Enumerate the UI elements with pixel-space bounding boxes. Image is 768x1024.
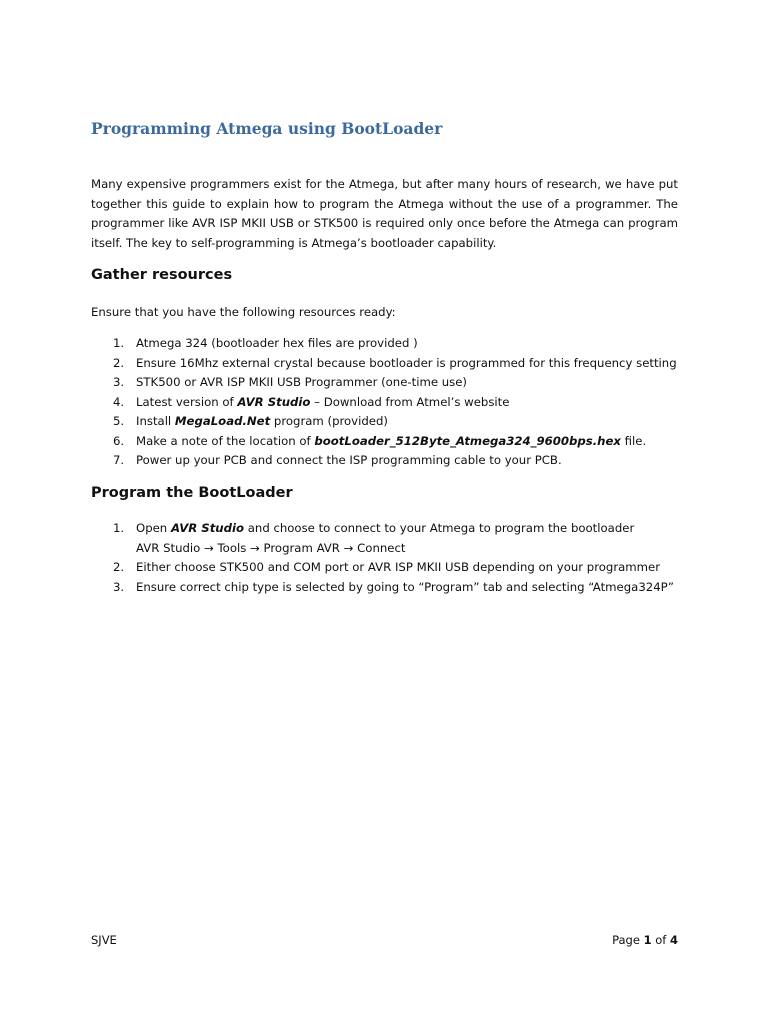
- list-text: Ensure 16Mhz external crystal because bootloader is programmed for this frequency setting: [136, 355, 677, 370]
- gather-resources-list: [113, 334, 677, 471]
- page-word: Page: [612, 933, 640, 947]
- list-number: 3.: [113, 375, 125, 389]
- list-text: and choose to connect to your Atmega to program the bootloader: [244, 521, 635, 535]
- footer-page-number: [612, 933, 678, 947]
- list-item: [113, 412, 677, 432]
- list-text: Power up your PCB and connect the ISP programming cable to your PCB.: [136, 453, 562, 467]
- list-emphasis: bootLoader_512Byte_Atmega324_9600bps.hex: [314, 433, 621, 448]
- list-number: 6.: [113, 433, 125, 448]
- list-number: 4.: [113, 394, 125, 409]
- list-emphasis: MegaLoad.Net: [174, 414, 271, 428]
- list-text: Either choose STK500 and COM port or AVR ISP MKII USB depending on your programmer: [136, 560, 661, 574]
- document-title: Programming Atmega using BootLoader: [91, 119, 443, 138]
- list-item: [113, 451, 677, 471]
- list-item: [113, 373, 677, 393]
- intro-paragraph: Many expensive programmers exist for the Atmega, but after many hours of research, we have put together this guide to explain how to program the Atmega without the use of a programmer. The programmer like AVR ISP MKII USB or STK500 is required only once before the Atmega can program itself. The key to self-programming is Atmega’s bootloader capability.: [91, 177, 678, 250]
- list-number: 5.: [113, 414, 125, 428]
- list-text: – Download from Atmel’s website: [310, 394, 510, 409]
- list-item: [113, 578, 674, 598]
- list-text: Ensure correct chip type is selected by going to “Program” tab and selecting “Atmega324P”: [136, 579, 674, 594]
- list-emphasis: AVR Studio: [170, 521, 245, 535]
- gather-resources-heading: Gather resources: [91, 267, 233, 283]
- list-text: STK500 or AVR ISP MKII USB Programmer (one-time use): [136, 375, 467, 389]
- list-text: Install: [136, 414, 175, 428]
- of-word: of: [655, 933, 667, 947]
- list-number: 2.: [113, 355, 125, 370]
- list-item: [113, 393, 677, 413]
- list-number: 1.: [113, 336, 125, 350]
- program-bootloader-list: [113, 519, 674, 597]
- list-emphasis: AVR Studio: [237, 394, 311, 409]
- list-number: 7.: [113, 453, 125, 467]
- page-total: 4: [669, 933, 678, 947]
- list-text: Latest version of: [136, 394, 238, 409]
- list-item: [113, 334, 677, 354]
- list-item: [113, 354, 677, 374]
- menu-path: AVR Studio → Tools → Program AVR → Connect: [136, 540, 406, 555]
- gather-resources-lead: Ensure that you have the following resources ready:: [91, 305, 396, 319]
- list-text: Make a note of the location of: [136, 433, 315, 448]
- list-text: Open: [136, 521, 171, 535]
- list-text: program (provided): [270, 414, 388, 428]
- list-item: [113, 558, 674, 578]
- page-current: 1: [643, 933, 652, 947]
- list-number: 3.: [113, 579, 125, 594]
- list-item: [113, 519, 674, 558]
- list-number: 1.: [113, 521, 125, 535]
- list-text: file.: [620, 433, 647, 448]
- list-item: [113, 432, 677, 452]
- footer-author: SJVE: [91, 933, 117, 947]
- list-text: Atmega 324 (bootloader hex files are provided ): [136, 336, 418, 350]
- program-bootloader-heading: Program the BootLoader: [91, 485, 293, 501]
- list-number: 2.: [113, 560, 125, 574]
